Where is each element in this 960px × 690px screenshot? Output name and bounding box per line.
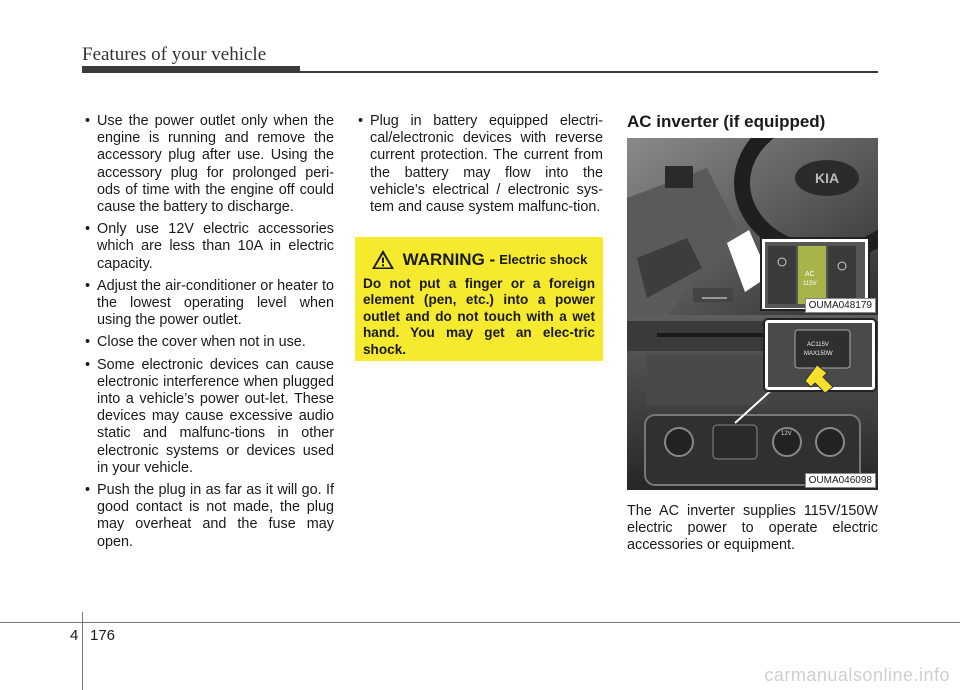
- bullet-item: • Use the power outlet only when the engine is running and remove the accessory plug after use. Using the accessory plug for prolonged peri-ods of time with the engine off could cause the battery to discharge.: [82, 113, 334, 216]
- footer-divider: [82, 612, 83, 690]
- warning-box: [355, 237, 603, 361]
- watermark: carmanualsonline.info: [764, 665, 950, 685]
- svg-text:KIA: KIA: [815, 170, 840, 186]
- inset-label-bottom: MAX150W: [804, 351, 833, 357]
- bullet-item: • Plug in battery equipped electri-cal/electronic devices with reverse current protection. The current from the battery may flow into the vehicle’s electrical / electronic sys-tem and cause system malfunc-tion.: [355, 113, 603, 216]
- warning-title: WARNING -: [402, 249, 496, 269]
- bullet-item: • Push the plug in as far as it will go. If good contact is not made, the plug may overheat and the fuse may open.: [82, 482, 334, 551]
- console-outlet-photo: [627, 315, 878, 490]
- header-bar: [82, 66, 300, 73]
- dashboard-switch-photo: [627, 138, 878, 315]
- image-caption: OUMA048179: [805, 298, 876, 313]
- section-title: AC inverter (if equipped): [627, 112, 826, 131]
- chapter-number: 4: [70, 627, 79, 644]
- ac-panel-label: AC: [805, 271, 815, 278]
- footer-rule: [0, 622, 960, 623]
- socket-label: 12V: [781, 431, 792, 437]
- ac-inverter-description: The AC inverter supplies 115V/150W electric power to operate electric accessories or equipment.: [627, 503, 878, 554]
- page-header-title: Features of your vehicle: [82, 44, 267, 65]
- header-rule: [300, 71, 878, 73]
- dashboard-illustration: [627, 138, 878, 315]
- ac-panel-voltage: 115V: [803, 281, 817, 287]
- bullet-item: • Adjust the air-conditioner or heater to the lowest operating level when using the power outlet.: [82, 278, 334, 330]
- inset-label-top: AC115V: [807, 342, 829, 348]
- left-column: [82, 113, 334, 556]
- warning-header: [363, 249, 595, 270]
- warning-subtitle: Electric shock: [499, 252, 588, 267]
- bullet-item: • Only use 12V electric accessories which are less than 10A in electric capacity.: [82, 221, 334, 273]
- bullet-item: • Some electronic devices can cause electronic interference when plugged into a vehicle’s power out-let. These devices may cause excessive audio static and malfunc-tions in other electronic systems or devices used in your vehicle.: [82, 357, 334, 477]
- console-illustration: [627, 315, 878, 490]
- page-number: 176: [90, 627, 116, 644]
- warning-triangle-icon: [371, 249, 395, 270]
- middle-column: [355, 113, 603, 221]
- bullet-item: • Close the cover when not in use.: [82, 334, 334, 351]
- image-caption: OUMA046098: [805, 473, 876, 488]
- warning-text: Do not put a finger or a foreign element (pen, etc.) into a power outlet and do not touch with a wet hand. You may get an elec-tric shock.: [363, 276, 595, 357]
